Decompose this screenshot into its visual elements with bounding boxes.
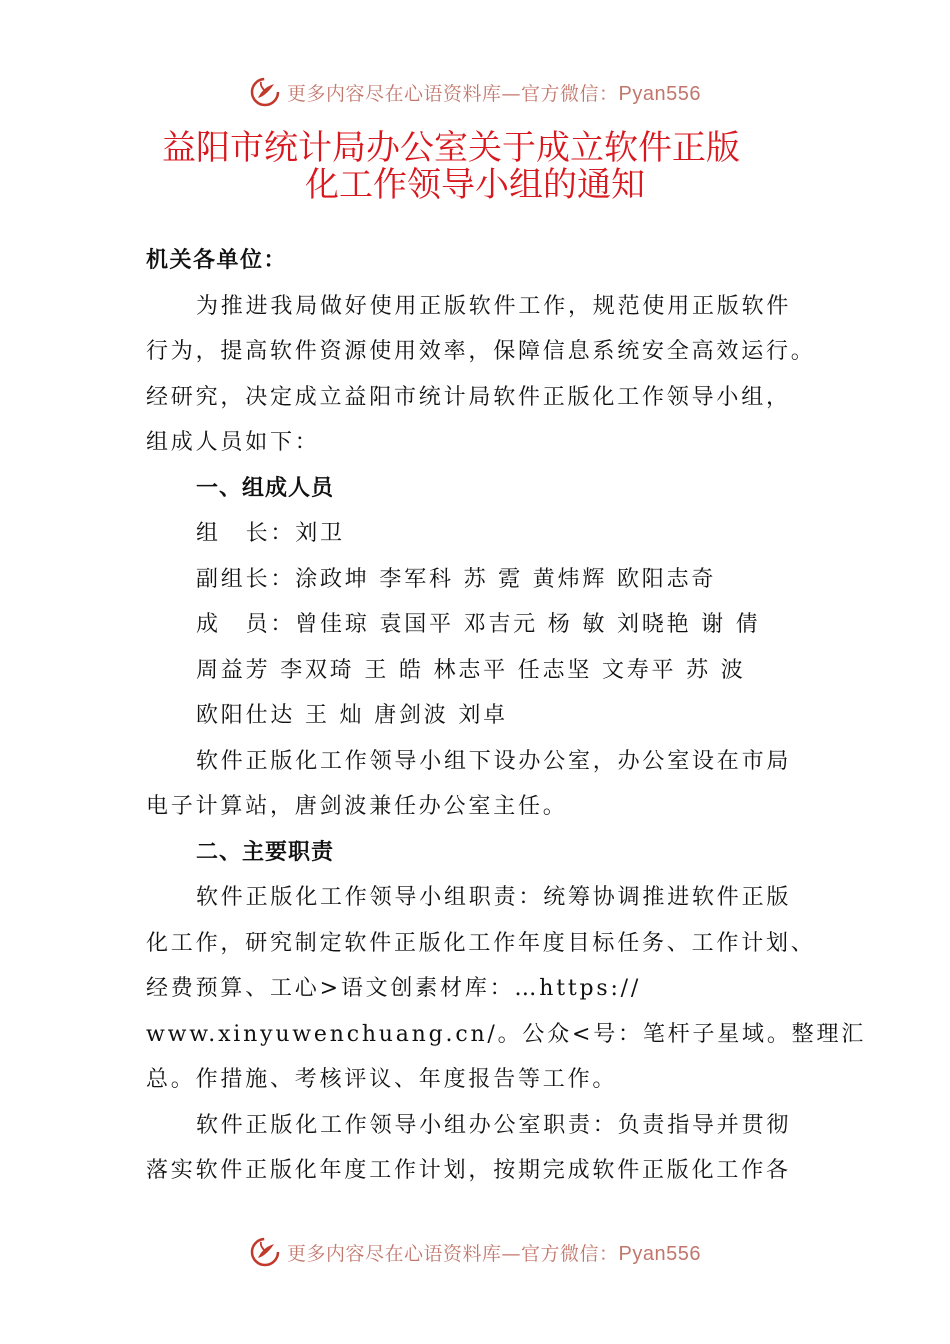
paragraph-line: 经费预算、工心>语文创素材库：…https:// xyxy=(146,976,642,1001)
document-title xyxy=(0,130,950,204)
section-heading-duties: 二、主要职责 xyxy=(196,839,335,865)
members-line: 周益芳 李双琦 王 皓 林志平 任志坚 文寿平 苏 波 xyxy=(196,657,746,683)
section-heading-members: 一、组成人员 xyxy=(196,475,335,501)
paragraph-line: 电子计算站，唐剑波兼任办公室主任。 xyxy=(146,794,568,819)
paragraph-line: 软件正版化工作领导小组办公室职责：负责指导并贯彻 xyxy=(196,1112,792,1138)
document-body xyxy=(146,238,867,1194)
paragraph-line: 化工作，研究制定软件正版化工作年度目标任务、工作计划、 xyxy=(146,930,816,956)
paragraph-line: 软件正版化工作领导小组职责：统筹协调推进软件正版 xyxy=(196,885,792,910)
footer-watermark-banner xyxy=(0,1232,950,1272)
paragraph-line: 行为，提高软件资源使用效率，保障信息系统安全高效运行。 xyxy=(146,339,816,364)
paragraph-line: 落实软件正版化年度工作计划，按期完成软件正版化工作各 xyxy=(146,1158,791,1183)
members-line: 欧阳仕达 王 灿 唐剑波 刘卓 xyxy=(196,703,508,728)
salutation: 机关各单位： xyxy=(146,248,288,273)
deputies-line: 副组长：涂政坤 李军科 苏 霓 黄炜辉 欧阳志奇 xyxy=(196,566,717,592)
title-line-2: 化工作领导小组的通知 xyxy=(305,165,645,205)
banner-text: 更多内容尽在心语资料库—官方微信：Pyan556 xyxy=(287,82,701,105)
members-line: 成 员：曾佳琼 袁国平 邓吉元 杨 敏 刘晓艳 谢 倩 xyxy=(196,612,761,637)
title-line-1: 益阳市统计局办公室关于成立软件正版 xyxy=(162,128,740,168)
flower-logo-icon xyxy=(249,1236,281,1268)
wechat-id: Pyan556 xyxy=(618,1242,701,1265)
paragraph-line: 组成人员如下： xyxy=(146,430,320,455)
banner-text: 更多内容尽在心语资料库—官方微信：Pyan556 xyxy=(287,1242,701,1265)
paragraph-line: 经研究，决定成立益阳市统计局软件正版化工作领导小组， xyxy=(146,384,791,410)
paragraph-line: www.xinyuwenchuang.cn/。公众<号：笔杆子星域。整理汇 xyxy=(146,1021,867,1047)
wechat-id: Pyan556 xyxy=(618,82,701,105)
header-watermark-banner xyxy=(0,72,950,112)
flower-logo-icon xyxy=(249,76,281,108)
paragraph-line: 为推进我局做好使用正版软件工作，规范使用正版软件 xyxy=(196,293,792,319)
paragraph-line: 总。作措施、考核评议、年度报告等工作。 xyxy=(146,1067,618,1092)
leader-line: 组 长：刘卫 xyxy=(196,521,345,546)
paragraph-line: 软件正版化工作领导小组下设办公室，办公室设在市局 xyxy=(196,748,792,774)
